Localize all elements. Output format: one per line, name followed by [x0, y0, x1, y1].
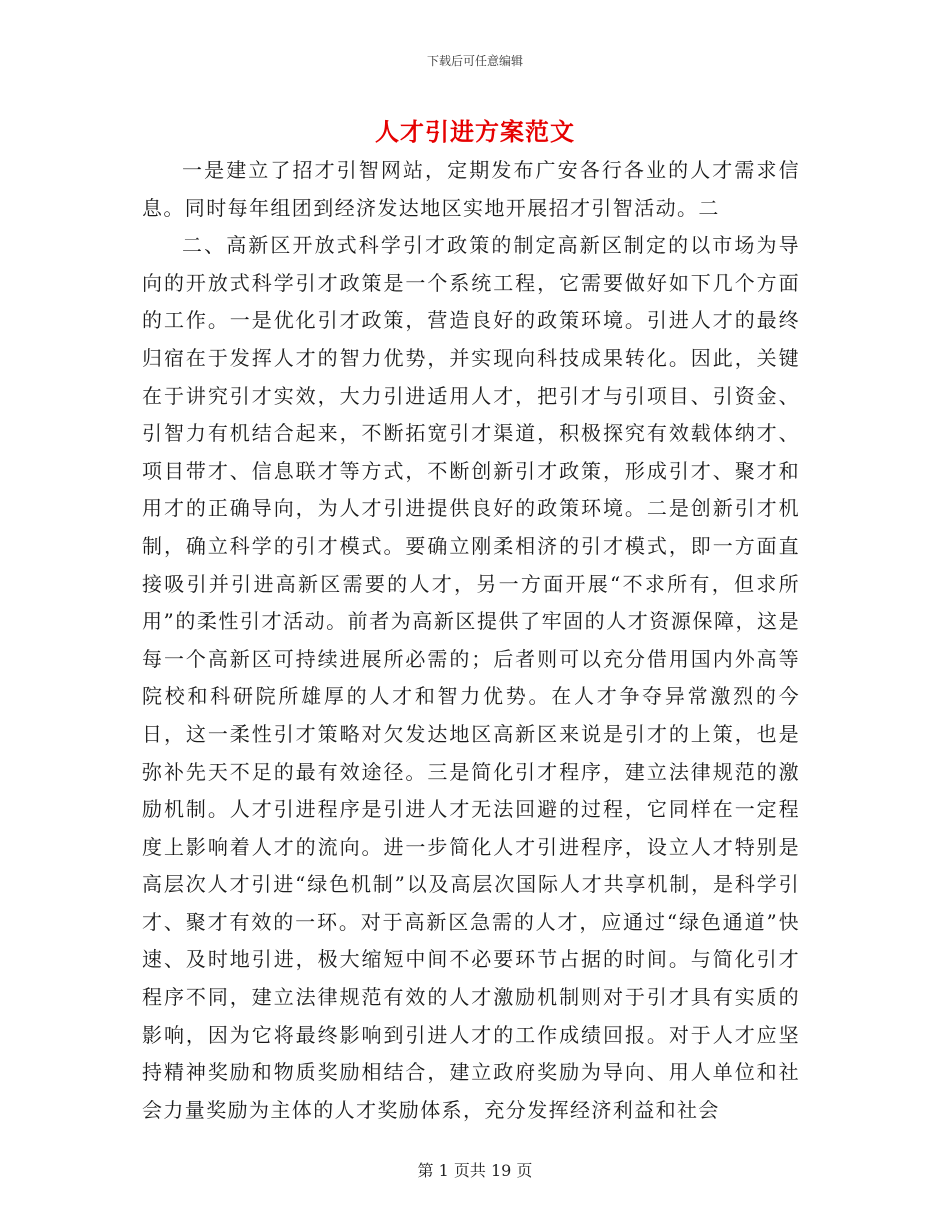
document-body [142, 152, 800, 1129]
paragraph-intro: 一是建立了招才引智网站，定期发布广安各行各业的人才需求信息。同时每年组团到经济发达地区实地开展招才引智活动。二 [142, 158, 800, 220]
document-title: 人才引进方案范文 [375, 117, 575, 146]
paragraph-policy: 二、高新区开放式科学引才政策的制定高新区制定的以市场为导向的开放式科学引才政策是一个系统工程，它需要做好如下几个方面的工作。一是优化引才政策，营造良好的政策环境。引进人才的最终归宿在于发挥人才的智力优势，并实现向科技成果转化。因此，关键在于讲究引才实效，大力引进适用人才，把引才与引项目、引资金、引智力有机结合起来，不断拓宽引才渠道，积极探究有效载体纳才、项目带才、信息联才等方式，不断创新引才政策，形成引才、聚才和用才的正确导向，为人才引进提供良好的政策环境。二是创新引才机制，确立科学的引才模式。要确立刚柔相济的引才模式，即一方面直接吸引并引进高新区需要的人才，另一方面开展“不求所有，但求所用”的柔性引才活动。前者为高新区提供了牢固的人才资源保障，这是每一个高新区可持续进展所必需的；后者则可以充分借用国内外高等院校和科研院所雄厚的人才和智力优势。在人才争夺异常激烈的今日，这一柔性引才策略对欠发达地区高新区来说是引才的上策，也是弥补先天不足的最有效途径。三是简化引才程序，建立法律规范的激励机制。人才引进程序是引进人才无法回避的过程，它同样在一定程度上影响着人才的流向。进一步简化人才引进程序，设立人才特别是高层次人才引进“绿色机制”以及高层次国际人才共享机制，是科学引才、聚才有效的一环。对于高新区急需的人才，应通过“绿色通道”快速、及时地引进，极大缩短中间不必要环节占据的时间。与简化引才程序不同，建立法律规范有效的人才激励机制则对于引才具有实质的影响，因为它将最终影响到引进人才的工作成绩回报。对于人才应坚持精神奖励和物质奖励相结合，建立政府奖励为导向、用人单位和社会力量奖励为主体的人才奖励体系，充分发挥经济利益和社会 [142, 233, 800, 1122]
page-number: 第 1 页共 19 页 [417, 1161, 533, 1180]
page-header-note: 下载后可任意编辑 [426, 54, 523, 68]
